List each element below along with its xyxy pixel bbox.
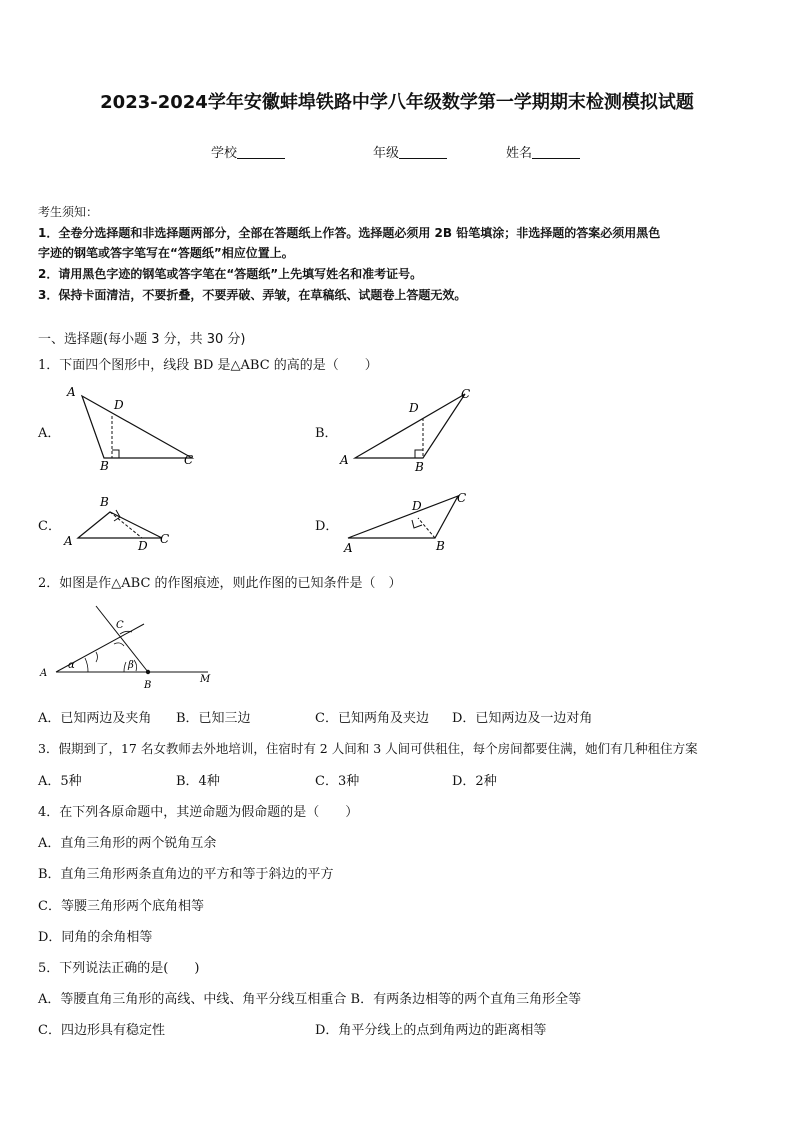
name-field bbox=[506, 142, 580, 161]
q1c-point-d: D bbox=[138, 539, 148, 553]
q1a-point-c: C bbox=[184, 453, 194, 467]
q3-stem: 3．假期到了，17 名女教师去外地培训，住宿时有 2 人间和 3 人间可供租住，每个房间都要住满，她们有几种租住方案 bbox=[38, 741, 698, 756]
school-blank bbox=[237, 144, 285, 159]
grade-field bbox=[373, 142, 447, 161]
q1-option-c-label: C． bbox=[38, 519, 61, 534]
q2-figure bbox=[36, 598, 216, 690]
grade-blank bbox=[399, 144, 447, 159]
q1d-point-b: B bbox=[436, 539, 445, 553]
notice-item-2: 2．请用黑色字迹的钢笔或答字笔在“答题纸”上先填写姓名和准考证号。 bbox=[38, 267, 423, 281]
q2-stem: 2．如图是作△ABC 的作图痕迹，则此作图的已知条件是（ ） bbox=[38, 576, 402, 591]
q1d-point-c: C bbox=[457, 491, 467, 505]
q5-stem: 5．下列说法正确的是( ) bbox=[38, 961, 200, 976]
q1a-point-b: B bbox=[100, 459, 109, 473]
q1b-point-b: B bbox=[415, 460, 424, 474]
q4-stem: 4．在下列各原命题中，其逆命题为假命题的是（ ） bbox=[38, 805, 359, 820]
q1-figure-c bbox=[60, 490, 185, 555]
q3-option-a: A．5种 bbox=[38, 774, 82, 789]
q1-option-b-label: B． bbox=[315, 426, 338, 441]
section-heading: 一、选择题(每小题 3 分，共 30 分) bbox=[38, 332, 246, 347]
q2-beta: β bbox=[128, 660, 134, 671]
q1-figure-b bbox=[335, 384, 480, 476]
notice-item-3: 3．保持卡面清洁，不要折叠，不要弄破、弄皱，在草稿纸、试题卷上答题无效。 bbox=[38, 288, 467, 302]
q1b-point-d: D bbox=[409, 401, 419, 415]
school-field bbox=[211, 142, 285, 161]
q1b-point-c: C bbox=[461, 387, 471, 401]
q4-option-a: A．直角三角形的两个锐角互余 bbox=[38, 836, 217, 851]
q2-option-a: A．已知两边及夹角 bbox=[38, 711, 152, 726]
q5-options-ab: A．等腰直角三角形的高线、中线、角平分线互相重合 B．有两条边相等的两个直角三角形全等 bbox=[38, 992, 582, 1007]
q1a-point-a: A bbox=[67, 385, 76, 399]
notice-item-1-cont: 字迹的钢笔或答字笔写在“答题纸”相应位置上。 bbox=[38, 246, 294, 260]
q3-option-b: B．4种 bbox=[176, 774, 220, 789]
q1d-point-d: D bbox=[412, 499, 422, 513]
q1c-point-a: A bbox=[64, 534, 73, 548]
q1-stem: 1．下面四个图形中，线段 BD 是△ABC 的高的是（ ） bbox=[38, 358, 378, 373]
q1-figure-a bbox=[62, 384, 202, 474]
q3-option-d: D．2种 bbox=[452, 774, 497, 789]
name-label: 姓名 bbox=[506, 146, 533, 161]
notice-heading: 考生须知： bbox=[38, 205, 99, 219]
q2-point-a: A bbox=[40, 668, 48, 679]
q2-option-b: B．已知三边 bbox=[176, 711, 251, 726]
q1-option-d-label: D． bbox=[315, 519, 339, 534]
q2-point-c: C bbox=[116, 620, 124, 631]
school-label: 学校 bbox=[211, 146, 238, 161]
notice-item-1: 1．全卷分选择题和非选择题两部分，全部在答题纸上作答。选择题必须用 2B 铅笔填涂；非选择题的答案必须用黑色 bbox=[38, 226, 661, 240]
q1-option-a-label: A． bbox=[38, 426, 61, 441]
q4-option-d: D．同角的余角相等 bbox=[38, 930, 153, 945]
grade-label: 年级 bbox=[373, 146, 400, 161]
q1c-point-b: B bbox=[100, 495, 109, 509]
q2-point-b: B bbox=[144, 680, 152, 690]
q2-point-m: M bbox=[200, 674, 211, 685]
q1c-point-c: C bbox=[160, 532, 170, 546]
q3-option-c: C．3种 bbox=[315, 774, 360, 789]
q5-option-c: C．四边形具有稳定性 bbox=[38, 1023, 165, 1038]
q4-option-b: B．直角三角形两条直角边的平方和等于斜边的平方 bbox=[38, 867, 334, 882]
q5-option-d: D．角平分线上的点到角两边的距离相等 bbox=[315, 1023, 547, 1038]
q1-figure-d bbox=[340, 488, 475, 556]
q2-option-d: D．已知两边及一边对角 bbox=[452, 711, 593, 726]
name-blank bbox=[532, 144, 580, 159]
q2-option-c: C．已知两角及夹边 bbox=[315, 711, 429, 726]
q2-alpha: α bbox=[68, 660, 75, 671]
q1a-point-d: D bbox=[114, 398, 124, 412]
q4-option-c: C．等腰三角形两个底角相等 bbox=[38, 899, 204, 914]
q1b-point-a: A bbox=[340, 453, 349, 467]
q1d-point-a: A bbox=[344, 541, 353, 555]
page-title: 2023-2024学年安徽蚌埠铁路中学八年级数学第一学期期末检测模拟试题 bbox=[100, 92, 694, 113]
